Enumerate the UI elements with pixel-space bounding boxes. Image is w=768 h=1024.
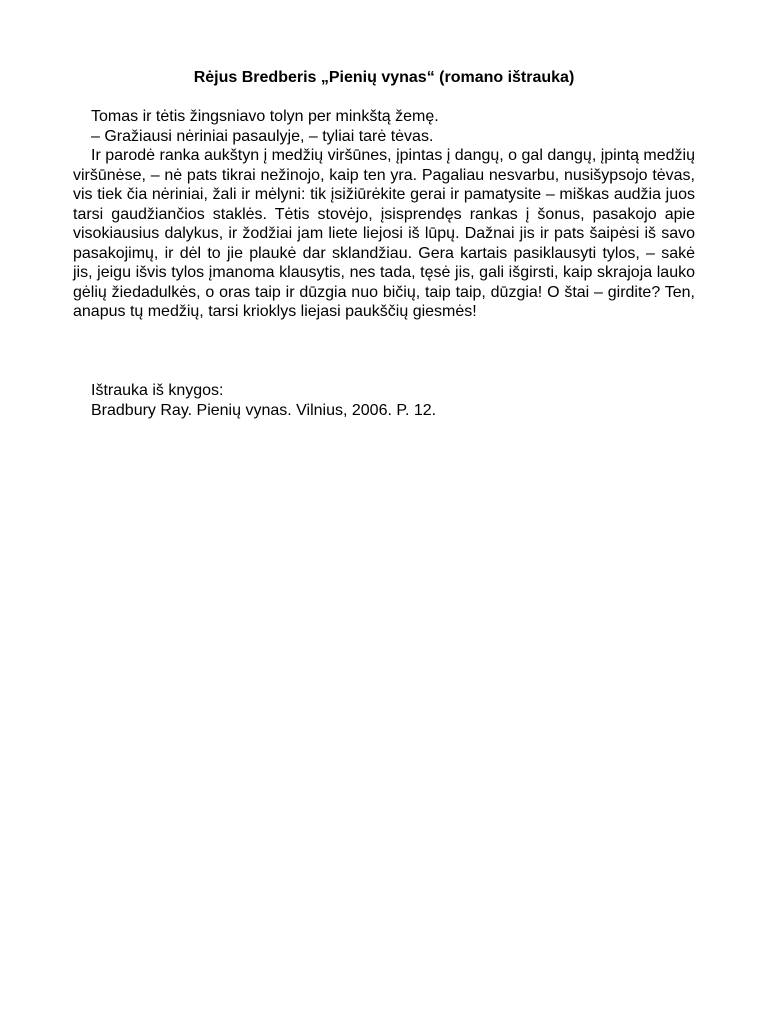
paragraph: – Gražiausi nėriniai pasaulyje, – tyliai tarė tėvas. — [91, 127, 434, 145]
source-label: Ištrauka iš knygos: — [91, 382, 224, 399]
source-citation: Bradbury Ray. Pienių vynas. Vilnius, 2006. P. 12. — [91, 401, 437, 419]
paragraph: Tomas ir tėtis žingsniavo tolyn per minkštą žemę. — [91, 108, 439, 125]
paragraph: Ir parodė ranka aukštyn į medžių viršūnes, įpintas į dangų, o gal dangų, įpintą medžių viršūnėse, – nė pats tikrai nežinojo, kaip ten yra. Pagaliau nesvarbu, nusišypsojo tėvas, vis tiek čia nėriniai, žali ir mėlyni: tik įsižiūrėkite gerai ir pamatysite – miškas audžia juos tarsi gaudžiančios staklės. Tėtis stovėjo, įsisprendęs rankas į šonus, pasakojo apie visokiausius dalykus, ir žodžiai jam liete liejosi iš lūpų. Dažnai jis ir pats šaipėsi iš savo pasakojimų, ir dėl to jie plaukė dar sklandžiau. Gera kartais pasiklausyti tylos, – sakė jis, jeigu išvis tylos įmanoma klausytis, nes tada, tęsė jis, gali išgirsti, kaip skrajoja lauko gėlių žiedadulkės, o oras taip ir dūzgia nuo bičių, taip taip, dūzgia! O štai – girdite? Ten, anapus tų medžių, tarsi krioklys liejasi paukščių giesmės! — [73, 147, 695, 320]
excerpt-body — [73, 107, 695, 322]
document-title: Rėjus Bredberis „Pienių vynas“ (romano ištrauka) — [193, 69, 575, 86]
source-note — [73, 381, 695, 420]
